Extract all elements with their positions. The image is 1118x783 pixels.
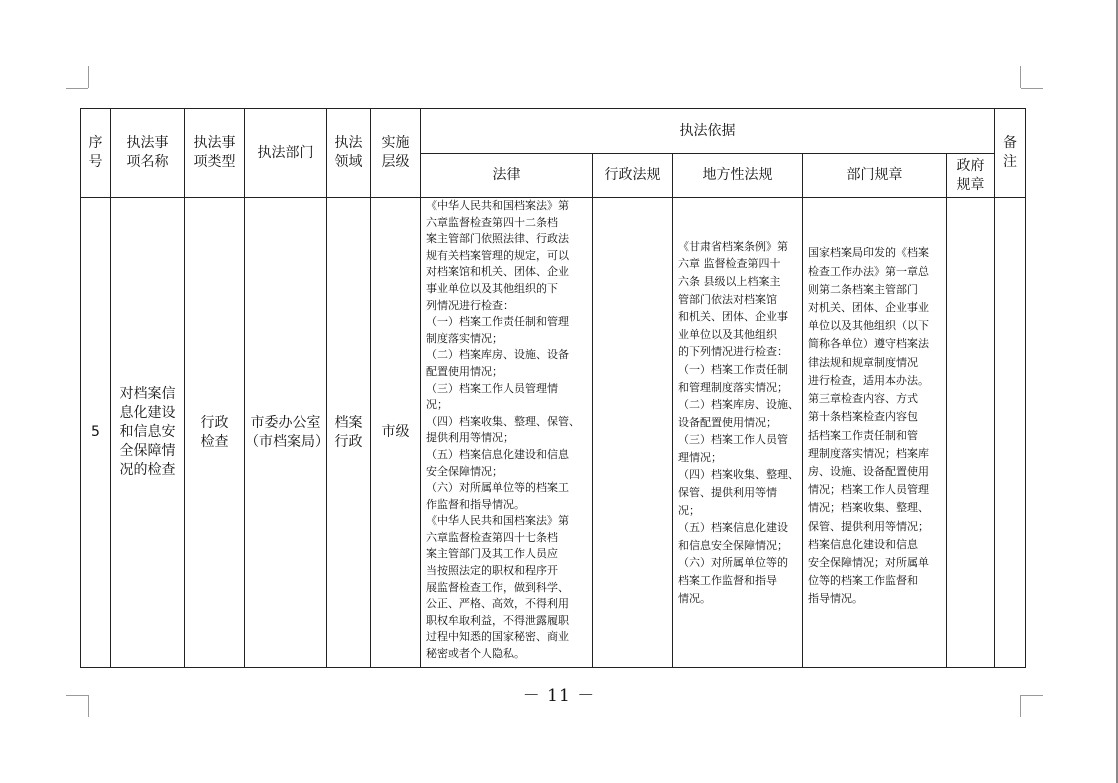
crop-mark-top-left-h — [66, 88, 88, 89]
header-department: 执法部门 — [245, 109, 327, 198]
cell-remark — [995, 198, 1026, 668]
cell-department: 市委办公室 （市档案局） — [245, 198, 327, 668]
cell-dept-rule — [803, 198, 947, 668]
cell-seq: 5 — [81, 198, 111, 668]
crop-mark-top-right — [1020, 66, 1021, 88]
crop-mark-top-right-h — [1021, 88, 1043, 89]
cell-local-regulation — [673, 198, 803, 668]
local-regulation-text: 《甘肃省档案条例》第 六章 监督检查第四十 六条 县级以上档案主 管部门依法对档案馆 和机关、团体、企业事 业单位以及其他组织 的下列情况进行检查： （一）档案工作责任制 和管理制度落实情况； （二）档案库房、设施、 设备配置使用情况； （三）档案工作人员管 理情况； （四）档案收集、整理、 保管、提供利用等情 况； （五）档案信息化建设 和信息安全保障情况； （六）对所属单位等的 档案工作监督和指导 情况。 — [678, 239, 799, 605]
header-domain: 执法 领域 — [327, 109, 371, 198]
header-item-name: 执法事 项名称 — [111, 109, 185, 198]
cell-law — [421, 198, 593, 668]
header-item-type: 执法事 项类型 — [185, 109, 245, 198]
cell-level: 市级 — [371, 198, 421, 668]
cell-item-type: 行政 检查 — [185, 198, 245, 668]
header-remark: 备 注 — [995, 109, 1026, 198]
cell-item-name: 对档案信 息化建设 和信息安 全保障情 况的检查 — [111, 198, 185, 668]
law-text: 《中华人民共和国档案法》第 六章监督检查第四十二条档 案主管部门依照法律、行政法 规有关档案管理的规定，可以 对档案馆和机关、团体、企业 事业单位以及其他组织的下 列情况进行检查： （一）档案工作责任制和管理 制度落实情况； （二）档案库房、设施、设备 配置使用情况； （三）档案工作人员管理情 况； （四）档案收集、整理、保管、 提供利用等情况； （五）档案信息化建设和信息 安全保障情况； （六）对所属单位等的档案工 作监督和指导情况。 《中华人民共和国档案法》第 六章监督检查第四十七条档 案主管部门及其工作人员应 当按照法定的职权和程序开 展监督检查工作，做到科学、 公正、严格、高效，不得利用 职权牟取利益，不得泄露履职 过程中知悉的国家秘密、商业 秘密或者个人隐私。 — [426, 199, 580, 661]
header-law: 法律 — [421, 154, 593, 198]
page-number: － 11 － — [522, 686, 596, 706]
crop-mark-top-left — [88, 66, 89, 88]
header-level: 实施 层级 — [371, 109, 421, 198]
header-seq: 序 号 — [81, 109, 111, 198]
cell-domain: 档案 行政 — [327, 198, 371, 668]
header-dept-rule: 部门规章 — [803, 154, 947, 198]
header-basis: 执法依据 — [421, 109, 995, 154]
dept-rule-text: 国家档案局印发的《档案 检查工作办法》第一章总 则第二条档案主管部门 对机关、团体、企业事业 单位以及其他组织（以下 简称各单位）遵守档案法 律法规和规章制度情况 进行检查，适用本办法。 第三章检查内容、方式 第十条档案检查内容包 括档案工作责任制和管 理制度落实情况；档案库 房、设施、设备配置使用 情况；档案工作人员管理 情况；档案收集、整理、 保管、提供利用等情况； 档案信息化建设和信息 安全保障情况；对所属单 位等的档案工作监督和 指导情况。 — [808, 246, 929, 606]
header-admin-regulation: 行政法规 — [593, 154, 673, 198]
cell-admin-regulation — [593, 198, 673, 668]
enforcement-table — [80, 108, 1026, 668]
header-gov-rule: 政府 规章 — [947, 154, 995, 198]
cell-gov-rule — [947, 198, 995, 668]
header-local-regulation: 地方性法规 — [673, 154, 803, 198]
